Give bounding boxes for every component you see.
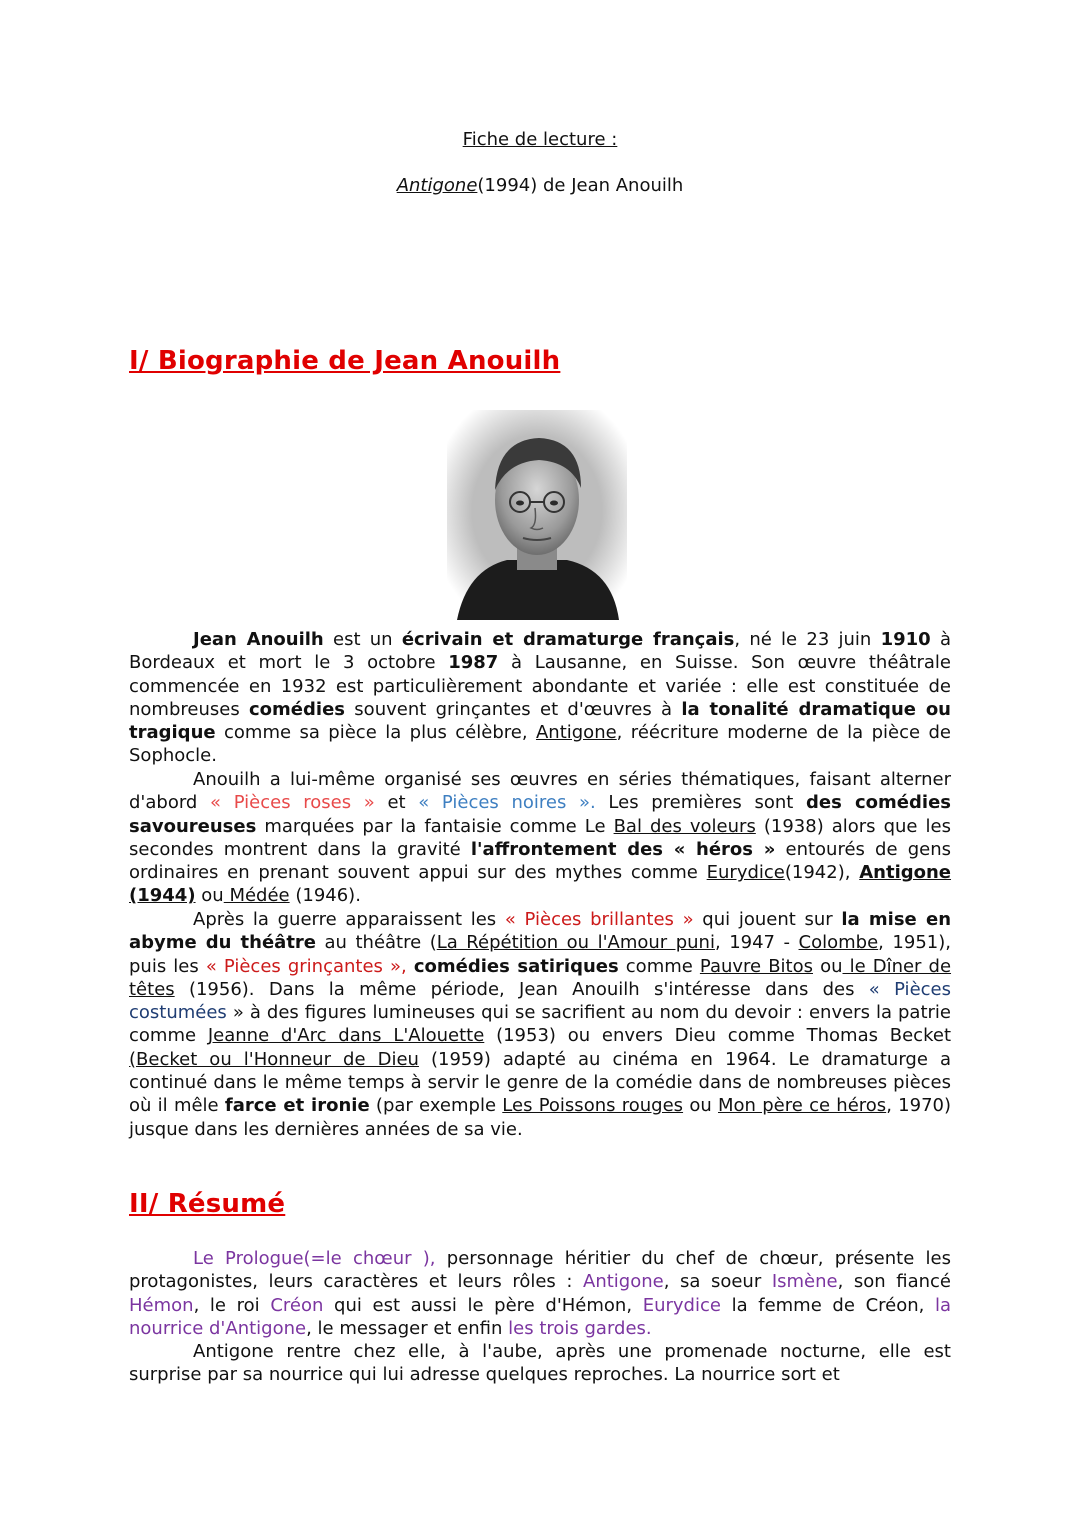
biographie-paragraph-3 (129, 908, 951, 1141)
text-run: qui est aussi le père d'Hémon, (323, 1294, 643, 1316)
text-bold: écrivain et dramaturge français (401, 629, 735, 650)
text-run: , 1970) jusque dans les dernières années de sa vie. (129, 1095, 951, 1140)
text-run: Antigone rentre chez elle, à l'aube, après une promenade nocturne, elle est surprise par sa nourrice qui lui adresse quelques reproches. La nourrice sort et (129, 1341, 951, 1386)
text-run: , né le 23 juin (734, 629, 881, 650)
text-run: , le roi (193, 1294, 271, 1316)
text-run: entourés de gens ordinaires en prenant souvent appui sur des mythes comme (129, 838, 951, 884)
text-run: Après la guerre apparaissent les (193, 909, 505, 930)
text-pieces-brillantes: « Pièces brillantes » (504, 909, 694, 930)
text-underlined-title: Antigone (535, 722, 617, 744)
text-run: marquées par la fantaisie comme Le (256, 815, 614, 837)
text-run: Anouilh a lui-même organisé ses œuvres en séries thématiques, faisant alterner d'abord (129, 769, 951, 814)
text-bold-underlined-title: Antigone (1944) (129, 862, 952, 907)
text-pieces-grincantes: « Pièces grinçantes », (205, 955, 407, 977)
resume-paragraph-2 (129, 1340, 951, 1387)
text-run: , son fiancé (837, 1271, 951, 1293)
text-run: souvent grinçantes et d'œuvres à (345, 698, 682, 720)
text-run: , réécriture moderne de la pièce de Sophocle. (129, 722, 952, 767)
text-underlined-title: Colombe (798, 932, 879, 954)
text-bold: comédies (249, 698, 345, 720)
text-pieces-roses: « Pièces roses » (210, 792, 375, 814)
text-underlined-title: La Répétition ou l'Amour puni (436, 932, 715, 954)
text-run (407, 956, 414, 977)
text-pieces-noires: « Pièces noires ». (418, 792, 596, 814)
text-bold: 1987 (448, 652, 499, 674)
text-run: personnage héritier du chef de chœur, présente les protagonistes, leurs caractères et leurs rôles : (129, 1248, 951, 1293)
text-bold: la tonalité dramatique ou tragique (129, 698, 952, 744)
text-character: Ismène (771, 1271, 838, 1293)
text-run: ou (813, 955, 843, 977)
text-run: Les premières sont (595, 792, 806, 814)
section-heading-biographie: I/ Biographie de Jean Anouilh (129, 346, 561, 376)
text-run: qui jouent sur (693, 909, 842, 930)
fiche-label: Fiche de lecture : (462, 129, 618, 150)
text-underlined-title: le Dîner de têtes (129, 955, 952, 1000)
text-run: à Bordeaux et mort le 3 octobre (129, 629, 951, 674)
text-underlined-title: Mon père ce héros (718, 1095, 887, 1117)
resume-paragraph-1 (129, 1247, 951, 1340)
text-run: ou (195, 885, 224, 907)
title-rest: (1994) de Jean Anouilh (477, 175, 684, 196)
text-run: , sa soeur (663, 1271, 772, 1293)
text-underlined-title: Jeanne d'Arc dans L'Alouette (207, 1025, 485, 1047)
text-run: (1938) alors que les secondes montrent dans la gravité (129, 815, 951, 860)
text-bold: l'affrontement des « héros » (470, 838, 776, 860)
text-run: comme sa pièce la plus célèbre, (215, 722, 536, 744)
text-author-name: Jean Anouilh (193, 629, 324, 650)
title-work: Antigone (396, 175, 478, 196)
text-run: à Lausanne, en Suisse. Son œuvre théâtrale commencée en 1932 est particulièrement abondante et variée : elle est constituée de nombreuses (129, 652, 951, 720)
text-character: la nourrice d'Antigone (129, 1294, 952, 1339)
text-run: (1953) ou envers Dieu comme Thomas Becket (484, 1025, 951, 1047)
text-underlined-title: Bal des voleurs (613, 815, 756, 837)
text-character: Eurydice (642, 1294, 721, 1316)
text-run: (1942), (784, 862, 860, 884)
document-label (0, 129, 1080, 151)
text-underlined-title: Pauvre Bitos (699, 955, 813, 977)
text-run: (1956). Dans la même période, Jean Anouilh s'intéresse dans des (174, 978, 869, 1000)
text-bold: des comédies savoureuses (129, 792, 951, 837)
text-bold: la mise en abyme du théâtre (129, 909, 952, 954)
text-run: (1959) adapté au cinéma en 1964. Le dramaturge a continué dans le même temps à servir le genre de la comédie dans de nombreuses pièces où il mêle (129, 1048, 951, 1117)
text-character: Antigone (583, 1271, 664, 1293)
text-underlined-title: Eurydice (706, 862, 785, 884)
text-run: ou (683, 1095, 719, 1117)
text-underlined-title: Médée (223, 885, 290, 907)
text-run: et (374, 792, 419, 814)
text-character: les trois gardes. (508, 1317, 652, 1339)
text-character: Hémon (129, 1294, 194, 1316)
text-bold: farce et ironie (224, 1095, 370, 1117)
author-portrait-image (447, 410, 627, 620)
text-run: au théâtre ( (316, 932, 437, 954)
text-run: » à des figures lumineuses qui se sacrifient au nom du devoir : envers la patrie comme (129, 1002, 951, 1047)
text-run: , 1951), puis les (129, 932, 951, 977)
text-underlined-title: (Becket ou l'Honneur de Dieu (129, 1048, 419, 1070)
text-pieces-costumees: « Pièces costumées (129, 978, 951, 1024)
text-bold: comédies satiriques (413, 955, 619, 977)
text-run: comme (618, 955, 700, 977)
text-run: , 1947 - (714, 932, 799, 954)
section-heading-resume: II/ Résumé (129, 1189, 286, 1219)
text-run: (par exemple (369, 1095, 503, 1117)
biographie-paragraph-1 (129, 628, 951, 768)
text-run: est un (323, 629, 402, 650)
text-underlined-title: Les Poissons rouges (502, 1095, 684, 1117)
text-run: , le messager et enfin (306, 1317, 509, 1339)
text-character: Créon (270, 1294, 324, 1316)
biographie-paragraph-2 (129, 768, 951, 908)
text-bold: 1910 (880, 629, 931, 650)
document-title (0, 175, 1080, 197)
text-run: (1946). (289, 885, 361, 907)
text-run: la femme de Créon, (720, 1294, 935, 1316)
text-character: Le Prologue(=le chœur ), (193, 1248, 436, 1269)
